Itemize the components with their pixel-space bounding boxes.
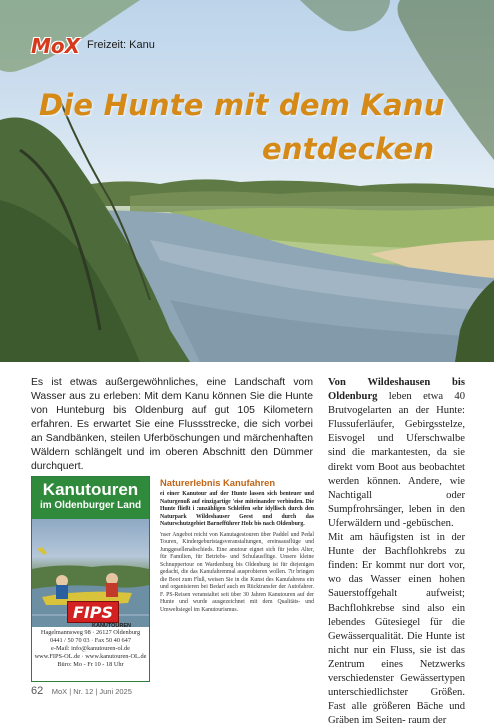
- ad-address: Hagelmannsweg 98 · 26127 Oldenburg: [40, 629, 141, 636]
- article-title-line2: entdecken: [262, 132, 435, 166]
- ad-email: e-Mail: info@kanutouren-ol.de: [51, 645, 130, 652]
- page-number: 62: [31, 685, 44, 697]
- mox-logo: [31, 33, 81, 59]
- lead-paragraph: Es ist etwas außergewöhnliches, eine Landschaft vom Wasser aus zu erleben: Mit dem Kanu können Sie die Hunte von Hunteburg bis Oldenburg auf gut 105 Kilometern erfahren. Es erwartet Sie eine Flussstrecke, die sich vorbei an Sandbänken, steilen Uferböschungen und märchenhaften Wäldern schlängelt und im oberen Abschnitt den Dümmer durchquert.: [31, 377, 313, 472]
- advertisement-box: [31, 476, 150, 682]
- article-title-line1: Die Hunte mit dem Kanu: [39, 88, 445, 122]
- right-paragraph-2: Mit am häufigsten ist in der Hunte der Bachflohkrebs zu finden: Er kommt nur dort vor, wo das Wasser einen hohen Sauerstoffgehalt aufweist; Bachflohkrebse sind also ein lebendes Gütesiegel für die Gewässerqualität. Die Hunte ist nicht nur ein Fluss, sie ist das Zentrum eines Netzwerks verschiedenster Gewässertypen unterschiedlichster Größen. Fast alle größeren Bäche und Gräben im Seiten- raum der: [328, 532, 465, 727]
- middle-body: 'nser Angebot reicht von Kanutagestouren über Paddel und Pedal Touren, Kindergeburtstagsveranstaltungen, ereinsausflüge und Junggesellenabschieds. Eine anutour eignet sich für jedes Alter, für Familien, für Betriebs- und Schulausflüge. Unsere kleine Schnuppertour on Wardenburg bis Oldenburg ist für diejenigen gedacht, die das Kanufahrenmal ausprobieren wollen. 7ir bringen die Boot zum Fluß, weisen Sie in die Kunst des Kanufahrens ein und organisieren bei Bedarf auch en Rücktransfer der Autofahrer. F. PS-Reisen veranstaltet seit über 30 Jahren Kanutouren auf der Hunte und wurde ausgezeichnet mit dem Qualitäts- und Umweltsiegel im Kanutourismus.: [160, 531, 314, 613]
- ad-web: www.FIPS-OL.de · www.kanutouren-OL.de: [34, 653, 147, 660]
- fips-logo-subtitle: KANUTOUREN: [92, 623, 132, 629]
- ad-contact-info: [34, 629, 147, 669]
- issue-info: MoX | Nr. 12 | Juni 2025: [51, 687, 132, 696]
- ad-phone: 0441 / 50 70 03 · Fax 50 40 647: [50, 637, 131, 644]
- logo-text: MoX: [31, 34, 81, 58]
- ad-header: [32, 477, 149, 519]
- ad-hours: Büro: Mo - Fr 10 - 18 Uhr: [57, 661, 124, 668]
- ad-title: Kanutouren: [42, 480, 139, 499]
- section-label: Freizeit: Kanu: [87, 39, 155, 51]
- ad-photo: [32, 519, 149, 627]
- right-paragraph-1-lead: Von Wildeshausen bis Oldenburg: [328, 377, 465, 403]
- middle-column: [160, 477, 314, 614]
- page-footer: [31, 681, 132, 699]
- middle-intro: ei einer Kanutour auf der Hunte lassen sich benteuer und Naturgenuß auf einzigartige 'eise miteinander verbinden. Die Hunte fließt i :unzähligen Schleifen sehr idyllisch durch den Naturpark Wildeshauser Geest und durch das Naturschutzgebiet Barnefführer Holz bis nach Oldenburg.: [160, 491, 314, 527]
- right-paragraph-1-text: leben etwa 40 Brutvogelarten an der Hunte: Flussuferläufer, Gebirgsstelze, Eisvogel und Uferschwalbe sind die markantesten, da sie direkt vom Boot aus beobachtet werden können. Andere, wie Nachtigall oder Sumpfrohrsänger, leben in den Uferwäldern und -gebüschen.: [328, 391, 465, 529]
- fips-logo: FIPS: [67, 601, 119, 623]
- right-column: [328, 376, 465, 728]
- middle-heading: Naturerlebnis Kanufahren: [160, 477, 276, 488]
- right-paragraph-1: [328, 376, 465, 531]
- ad-subtitle: im Oldenburger Land: [39, 500, 142, 511]
